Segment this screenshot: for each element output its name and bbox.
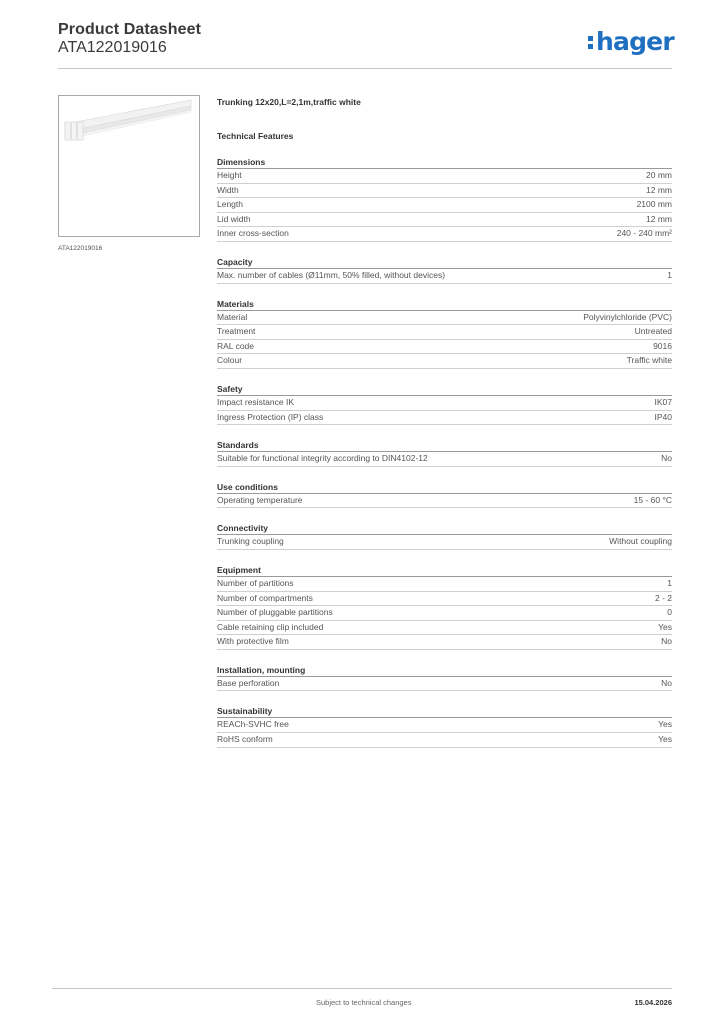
page-title: Product Datasheet bbox=[58, 21, 202, 38]
spec-label: Number of pluggable partitions bbox=[217, 607, 333, 618]
spec-label: Length bbox=[217, 199, 243, 210]
spec-value: No bbox=[661, 636, 672, 647]
spec-value: Polyvinylchloride (PVC) bbox=[583, 311, 672, 322]
section-title: Use conditions bbox=[217, 481, 672, 494]
spec-label: Material bbox=[217, 311, 248, 322]
section-title: Standards bbox=[217, 439, 672, 452]
spec-label: Height bbox=[217, 170, 242, 180]
trunking-image-icon bbox=[59, 96, 199, 236]
spec-label: Inner cross-section bbox=[217, 228, 289, 239]
spec-value: Untreated bbox=[634, 326, 672, 337]
spec-row bbox=[217, 733, 672, 748]
spec-section bbox=[217, 439, 672, 467]
spec-value: Yes bbox=[658, 734, 672, 745]
spec-label: REACh-SVHC free bbox=[217, 719, 289, 730]
spec-section bbox=[217, 298, 672, 369]
spec-value: 2 - 2 bbox=[654, 592, 672, 603]
section-title: Dimensions bbox=[217, 156, 672, 169]
footer-divider bbox=[52, 988, 672, 989]
spec-label: Base perforation bbox=[217, 677, 280, 688]
section-title: Equipment bbox=[217, 564, 672, 577]
logo-dots-icon bbox=[588, 36, 593, 49]
section-title: Connectivity bbox=[217, 522, 672, 535]
spec-value: 1 bbox=[667, 577, 672, 588]
spec-row bbox=[217, 606, 672, 621]
footer-note: Subject to technical changes bbox=[316, 998, 412, 1007]
spec-value: 15 - 60 °C bbox=[633, 494, 672, 505]
spec-row bbox=[217, 311, 672, 326]
spec-label: Max. number of cables (Ø11mm, 50% filled, without devices) bbox=[217, 269, 446, 280]
spec-value: 1 bbox=[667, 269, 672, 280]
spec-row bbox=[217, 354, 672, 369]
spec-row bbox=[217, 452, 672, 467]
spec-value: Yes bbox=[658, 719, 672, 730]
spec-label: Cable retaining clip included bbox=[217, 621, 324, 632]
spec-row bbox=[217, 592, 672, 607]
spec-row bbox=[217, 411, 672, 426]
spec-section bbox=[217, 256, 672, 284]
spec-section bbox=[217, 522, 672, 550]
spec-section bbox=[217, 564, 672, 650]
spec-value: 12 mm bbox=[646, 213, 672, 224]
section-title: Safety bbox=[217, 383, 672, 396]
spec-row bbox=[217, 325, 672, 340]
spec-label: Treatment bbox=[217, 326, 256, 337]
spec-row bbox=[217, 535, 672, 550]
hager-logo bbox=[588, 26, 674, 58]
spec-label: RAL code bbox=[217, 340, 255, 351]
spec-row bbox=[217, 340, 672, 355]
spec-label: Width bbox=[217, 184, 239, 195]
spec-value: 2100 mm bbox=[636, 199, 672, 210]
spec-sections bbox=[217, 156, 672, 748]
spec-section bbox=[217, 481, 672, 509]
spec-value: 12 mm bbox=[646, 184, 672, 195]
spec-label: Lid width bbox=[217, 213, 251, 224]
spec-value: IK07 bbox=[654, 396, 672, 407]
spec-label: Number of compartments bbox=[217, 592, 313, 603]
spec-section bbox=[217, 664, 672, 692]
features-title: Technical Features bbox=[217, 131, 294, 141]
spec-row bbox=[217, 213, 672, 228]
spec-value: Yes bbox=[658, 621, 672, 632]
product-code: ATA122019016 bbox=[58, 39, 167, 56]
spec-value: 9016 bbox=[653, 340, 672, 351]
spec-row bbox=[217, 677, 672, 692]
spec-row bbox=[217, 635, 672, 650]
spec-row bbox=[217, 621, 672, 636]
spec-row bbox=[217, 494, 672, 509]
product-name: Trunking 12x20,L=2,1m,traffic white bbox=[217, 97, 361, 107]
spec-label: Suitable for functional integrity according to DIN4102-12 bbox=[217, 453, 428, 464]
spec-row bbox=[217, 227, 672, 242]
logo-text: hager bbox=[596, 27, 674, 56]
spec-row bbox=[217, 184, 672, 199]
header-divider bbox=[58, 68, 672, 69]
spec-section bbox=[217, 156, 672, 242]
section-title: Materials bbox=[217, 298, 672, 311]
spec-label: With protective film bbox=[217, 636, 289, 647]
spec-value: 20 mm bbox=[646, 170, 672, 180]
section-title: Capacity bbox=[217, 256, 672, 269]
section-title: Sustainability bbox=[217, 705, 672, 718]
spec-label: RoHS conform bbox=[217, 734, 273, 745]
product-image bbox=[58, 95, 200, 237]
spec-row bbox=[217, 198, 672, 213]
section-title: Installation, mounting bbox=[217, 664, 672, 677]
spec-value: IP40 bbox=[654, 411, 672, 422]
spec-value: No bbox=[661, 677, 672, 688]
footer-date: 15.04.2026 bbox=[634, 998, 672, 1007]
spec-label: Trunking coupling bbox=[217, 536, 284, 547]
spec-section bbox=[217, 383, 672, 425]
spec-value: Without coupling bbox=[609, 536, 672, 547]
spec-label: Ingress Protection (IP) class bbox=[217, 411, 324, 422]
spec-value: 0 bbox=[667, 607, 672, 618]
spec-value: No bbox=[661, 453, 672, 464]
spec-label: Number of partitions bbox=[217, 577, 294, 588]
spec-value: Traffic white bbox=[626, 355, 672, 366]
spec-label: Impact resistance IK bbox=[217, 396, 295, 407]
spec-row bbox=[217, 269, 672, 284]
spec-section bbox=[217, 705, 672, 747]
spec-row bbox=[217, 169, 672, 184]
spec-row bbox=[217, 577, 672, 592]
spec-value: 240 - 240 mm² bbox=[616, 228, 672, 239]
spec-row bbox=[217, 396, 672, 411]
spec-label: Operating temperature bbox=[217, 494, 303, 505]
spec-column bbox=[217, 96, 672, 748]
spec-label: Colour bbox=[217, 355, 243, 366]
spec-row bbox=[217, 718, 672, 733]
image-caption: ATA122019016 bbox=[58, 245, 103, 252]
